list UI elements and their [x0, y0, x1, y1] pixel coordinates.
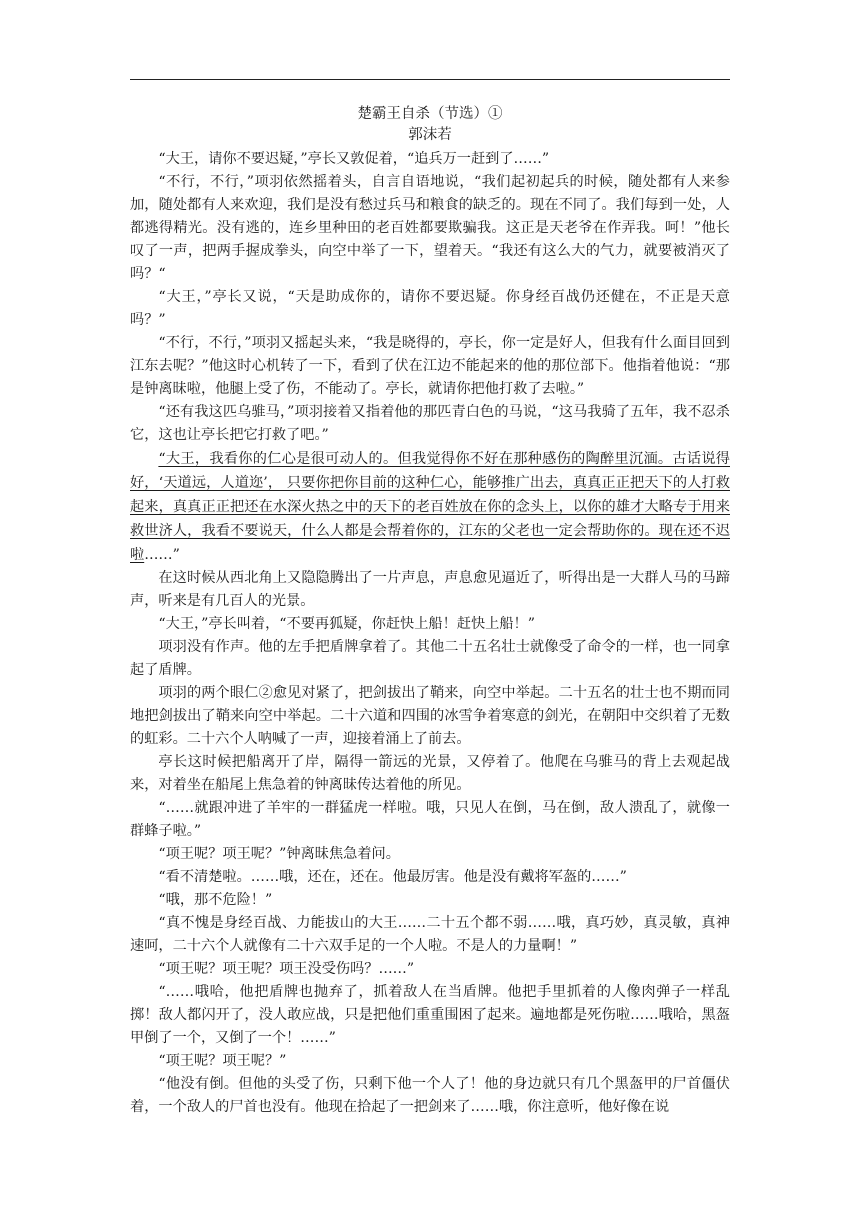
underlined-text: “大王，我看你的仁心是很可动人的。但我觉得你不好在那种感伤的陶醉里沉湎。古话说得好，‘天道远，人道迩’， 只要你把你目前的这种仁心，能够推广出去，真真正正把天下的人打救起来，真真正正把还在水深火热之中的天下的老百姓放在你的念头上，以你的雄才大略专于用来救世济人，我看不要说天，什么人都是会帮着你的，江东的父老也一定会帮助你的。现在还不迟啦	[130, 451, 730, 563]
paragraph: “项王呢？项王呢？”	[158, 1053, 287, 1069]
paragraph: 在这时候从西北角上又隐隐腾出了一片声息，声息愈见逼近了，听得出是一大群人马的马蹄声，听来是有几百人的光景。	[130, 570, 730, 609]
paragraph: “哦，那不危险！”	[158, 892, 273, 908]
document-title: 楚霸王自杀（节选）①	[357, 106, 503, 122]
header-rule	[130, 79, 730, 80]
paragraph: “真不愧是身经百战、力能拔山的大王……二十五个都不弱……哦，真巧妙，真灵敏，真神速呵，二十六个人就像有二十六双手足的一个人啦。不是人的力量啊！”	[130, 915, 730, 954]
underlined-paragraph-tail: ……”	[144, 547, 180, 563]
paragraph: “……就跟冲进了羊牢的一群猛虎一样啦。哦，只见人在倒，马在倒，敌人溃乱了，就像一群蜂子啦。”	[130, 800, 730, 839]
document-body	[130, 104, 730, 1119]
paragraph: “大王，”亭长又说，“天是助成你的，请你不要迟疑。你身经百战仍还健在，不正是天意吗？”	[130, 289, 730, 328]
document-author: 郭沫若	[408, 127, 452, 143]
paragraph: 亭长这时候把船离开了岸，隔得一箭远的光景，又停着了。他爬在乌骓马的背上去观起战来，对着坐在船尾上焦急着的钟离昧传达着他的所见。	[130, 754, 730, 793]
paragraph: “不行，不行，”项羽依然摇着头，自言自语地说，“我们起初起兵的时候，随处都有人来参加，随处都有人来欢迎，我们是没有愁过兵马和粮食的缺乏的。现在不同了。我们每到一处，人都逃得精光。没有逃的，连乡里种田的老百姓都要欺骗我。这正是天老爷在作弄我。呵！”他长叹了一声，把两手握成拳头，向空中举了一下，望着天。“我还有这么大的气力，就要被消灭了吗？“	[130, 174, 730, 282]
paragraph: “他没有倒。但他的头受了伤，只剩下他一个人了！他的身边就只有几个黑盔甲的尸首僵伏着，一个敌人的尸首也没有。他现在拾起了一把剑来了……哦，你注意听，他好像在说	[130, 1076, 730, 1115]
paragraph: “大王，”亭长叫着，“不要再狐疑，你赶快上船！赶快上船！”	[158, 616, 535, 632]
paragraph: “项王呢？项王呢？项王没受伤吗？……”	[158, 961, 415, 977]
paragraph: 项羽的两个眼仁②愈见对紧了，把剑拔出了鞘来，向空中举起。二十五名的壮士也不期而同地把剑拔出了鞘来向空中举起。二十六道和四围的冰雪争着寒意的剑光，在朝阳中交织着了无数的虹彩。二十六个人呐喊了一声，迎接着涌上了前去。	[130, 685, 730, 747]
paragraph: “看不清楚啦。……哦，还在，还在。他最厉害。他是没有戴将军盔的……”	[158, 869, 627, 885]
paragraph: 项羽没有作声。他的左手把盾牌拿着了。其他二十五名壮士就像受了命令的一样，也一同拿起了盾牌。	[130, 639, 730, 678]
underlined-paragraph	[130, 447, 730, 567]
paragraph: “大王，请你不要迟疑，”亭长又敦促着，“追兵万一赶到了……”	[158, 151, 550, 167]
paragraph: “还有我这匹乌骓马，”项羽接着又指着他的那匹青白色的马说，“这马我骑了五年，我不忍杀它，这也让亭长把它打救了吧。”	[130, 404, 730, 443]
paragraph: “项王呢？项王呢？”钟离昧焦急着问。	[158, 846, 400, 862]
paragraph: “……哦哈，他把盾牌也抛弃了，抓着敌人在当盾牌。他把手里抓着的人像肉弹子一样乱掷！敌人都闪开了，没人敢应战，只是把他们重重围困了起来。遍地都是死伤啦……哦哈，黑盔甲倒了一个，又倒了一个！……”	[130, 984, 730, 1046]
paragraph: “不行，不行，”项羽又摇起头来，“我是晓得的，亭长，你一定是好人，但我有什么面目回到江东去呢？”他这时心机转了一下，看到了伏在江边不能起来的他的那位部下。他指着他说：“那是钟离昧啦，他腿上受了伤，不能动了。亭长，就请你把他打救了去啦。”	[130, 335, 730, 397]
